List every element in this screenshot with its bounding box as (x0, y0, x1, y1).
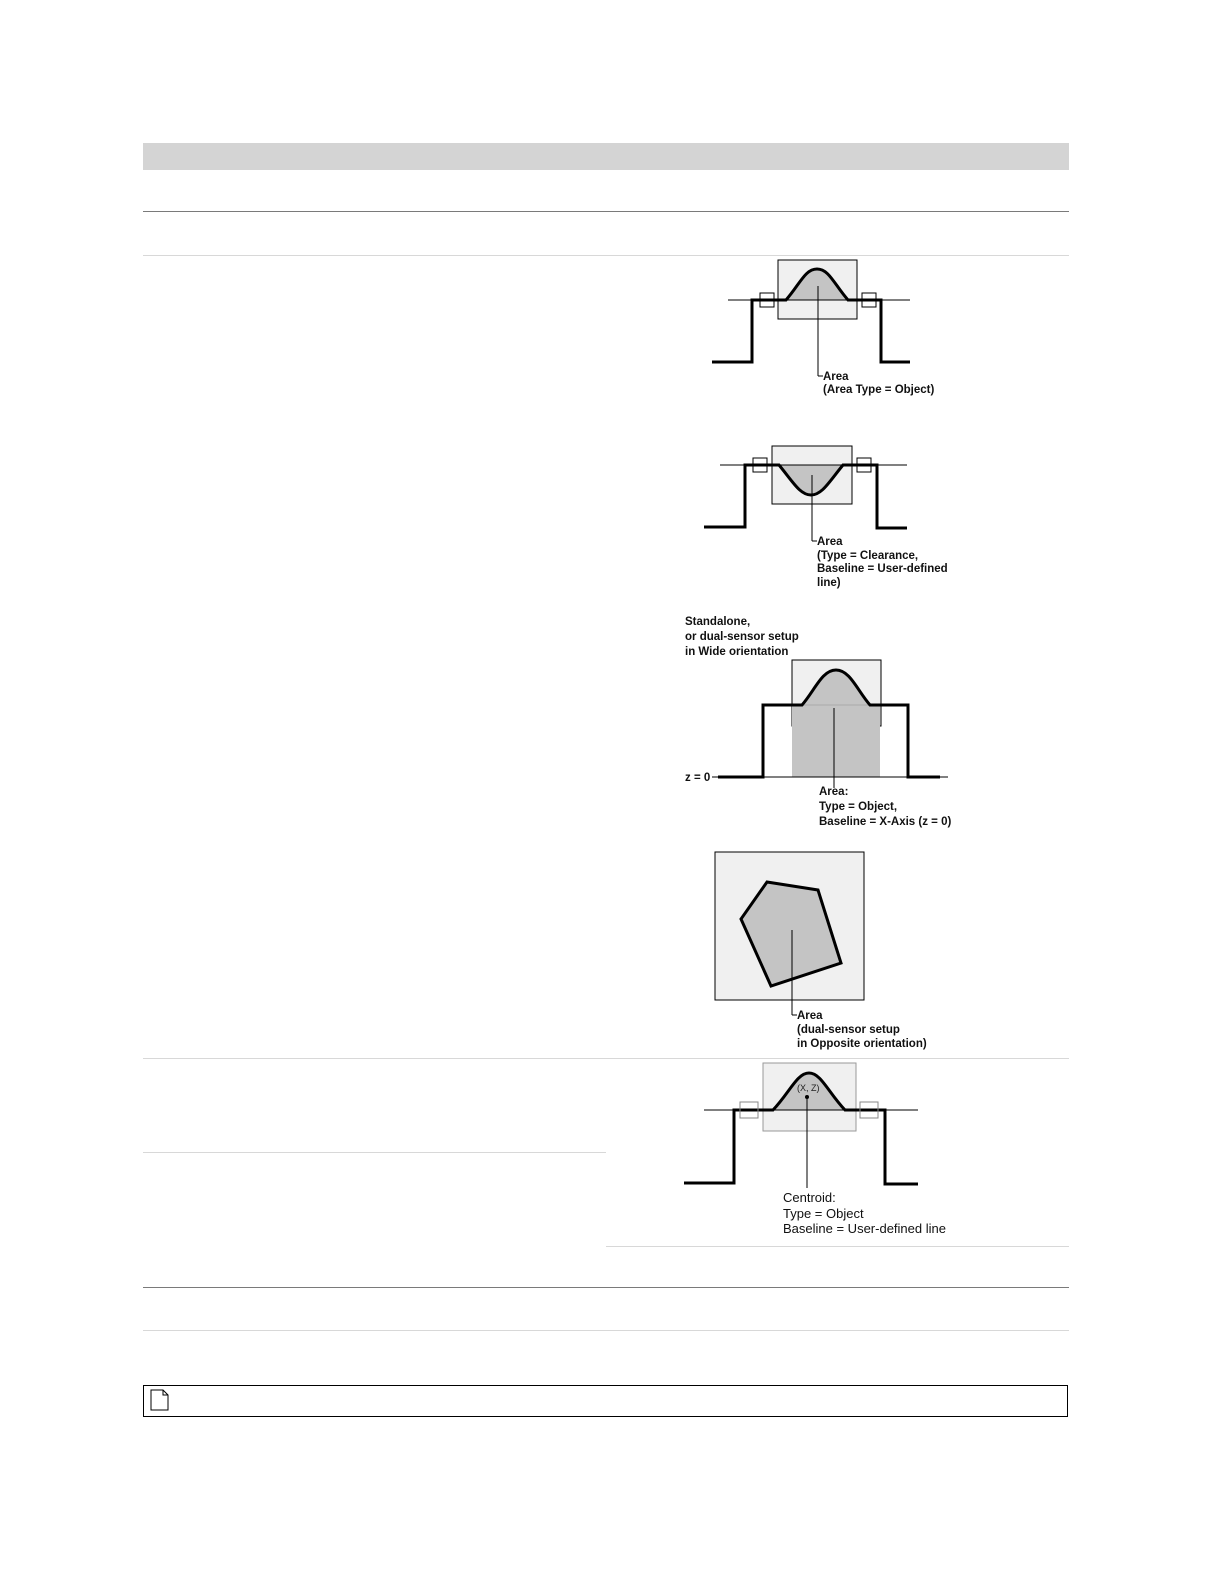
table-rule (143, 1058, 1069, 1059)
area-xaxis-label-3: Baseline = X-Axis (z = 0) (819, 816, 952, 828)
centroid-label-1: Centroid: (783, 1190, 836, 1205)
area-xaxis-caption-3: in Wide orientation (685, 646, 789, 658)
centroid-label-2: Type = Object (783, 1206, 864, 1221)
area-polygon-label-2: (dual-sensor setup (797, 1024, 900, 1036)
note-box (143, 1385, 1068, 1417)
area-xaxis-caption-2: or dual-sensor setup (685, 631, 799, 643)
area-polygon-label-3: in Opposite orientation) (797, 1038, 927, 1050)
table-rule (143, 211, 1069, 212)
area-object-label-1: Area (823, 371, 849, 383)
z-zero-label: z = 0 (685, 772, 711, 784)
centroid-label-3: Baseline = User-defined line (783, 1221, 946, 1236)
area-clearance-label-2: (Type = Clearance, (817, 550, 919, 562)
area-xaxis-figure (680, 610, 970, 830)
area-clearance-label-3: Baseline = User-defined (817, 563, 948, 575)
area-object-figure (700, 255, 960, 405)
area-polygon-label-1: Area (797, 1010, 823, 1022)
note-icon (150, 1389, 170, 1411)
centroid-point-label: (X, Z) (797, 1083, 820, 1093)
area-xaxis-label-1: Area: (819, 786, 849, 798)
area-xaxis-label-2: Type = Object, (819, 801, 898, 813)
table-header-bar (143, 143, 1069, 170)
area-clearance-label-1: Area (817, 536, 843, 548)
table-rule (143, 1330, 1069, 1331)
area-clearance-figure (700, 440, 960, 595)
area-polygon-figure (700, 845, 960, 1050)
area-clearance-label-4: line) (817, 577, 841, 589)
area-xaxis-caption-1: Standalone, (685, 616, 751, 628)
table-rule (143, 1287, 1069, 1288)
table-rule (606, 1246, 1069, 1247)
centroid-figure (680, 1060, 970, 1240)
area-object-label-2: (Area Type = Object) (823, 384, 935, 396)
table-rule (143, 1152, 606, 1153)
